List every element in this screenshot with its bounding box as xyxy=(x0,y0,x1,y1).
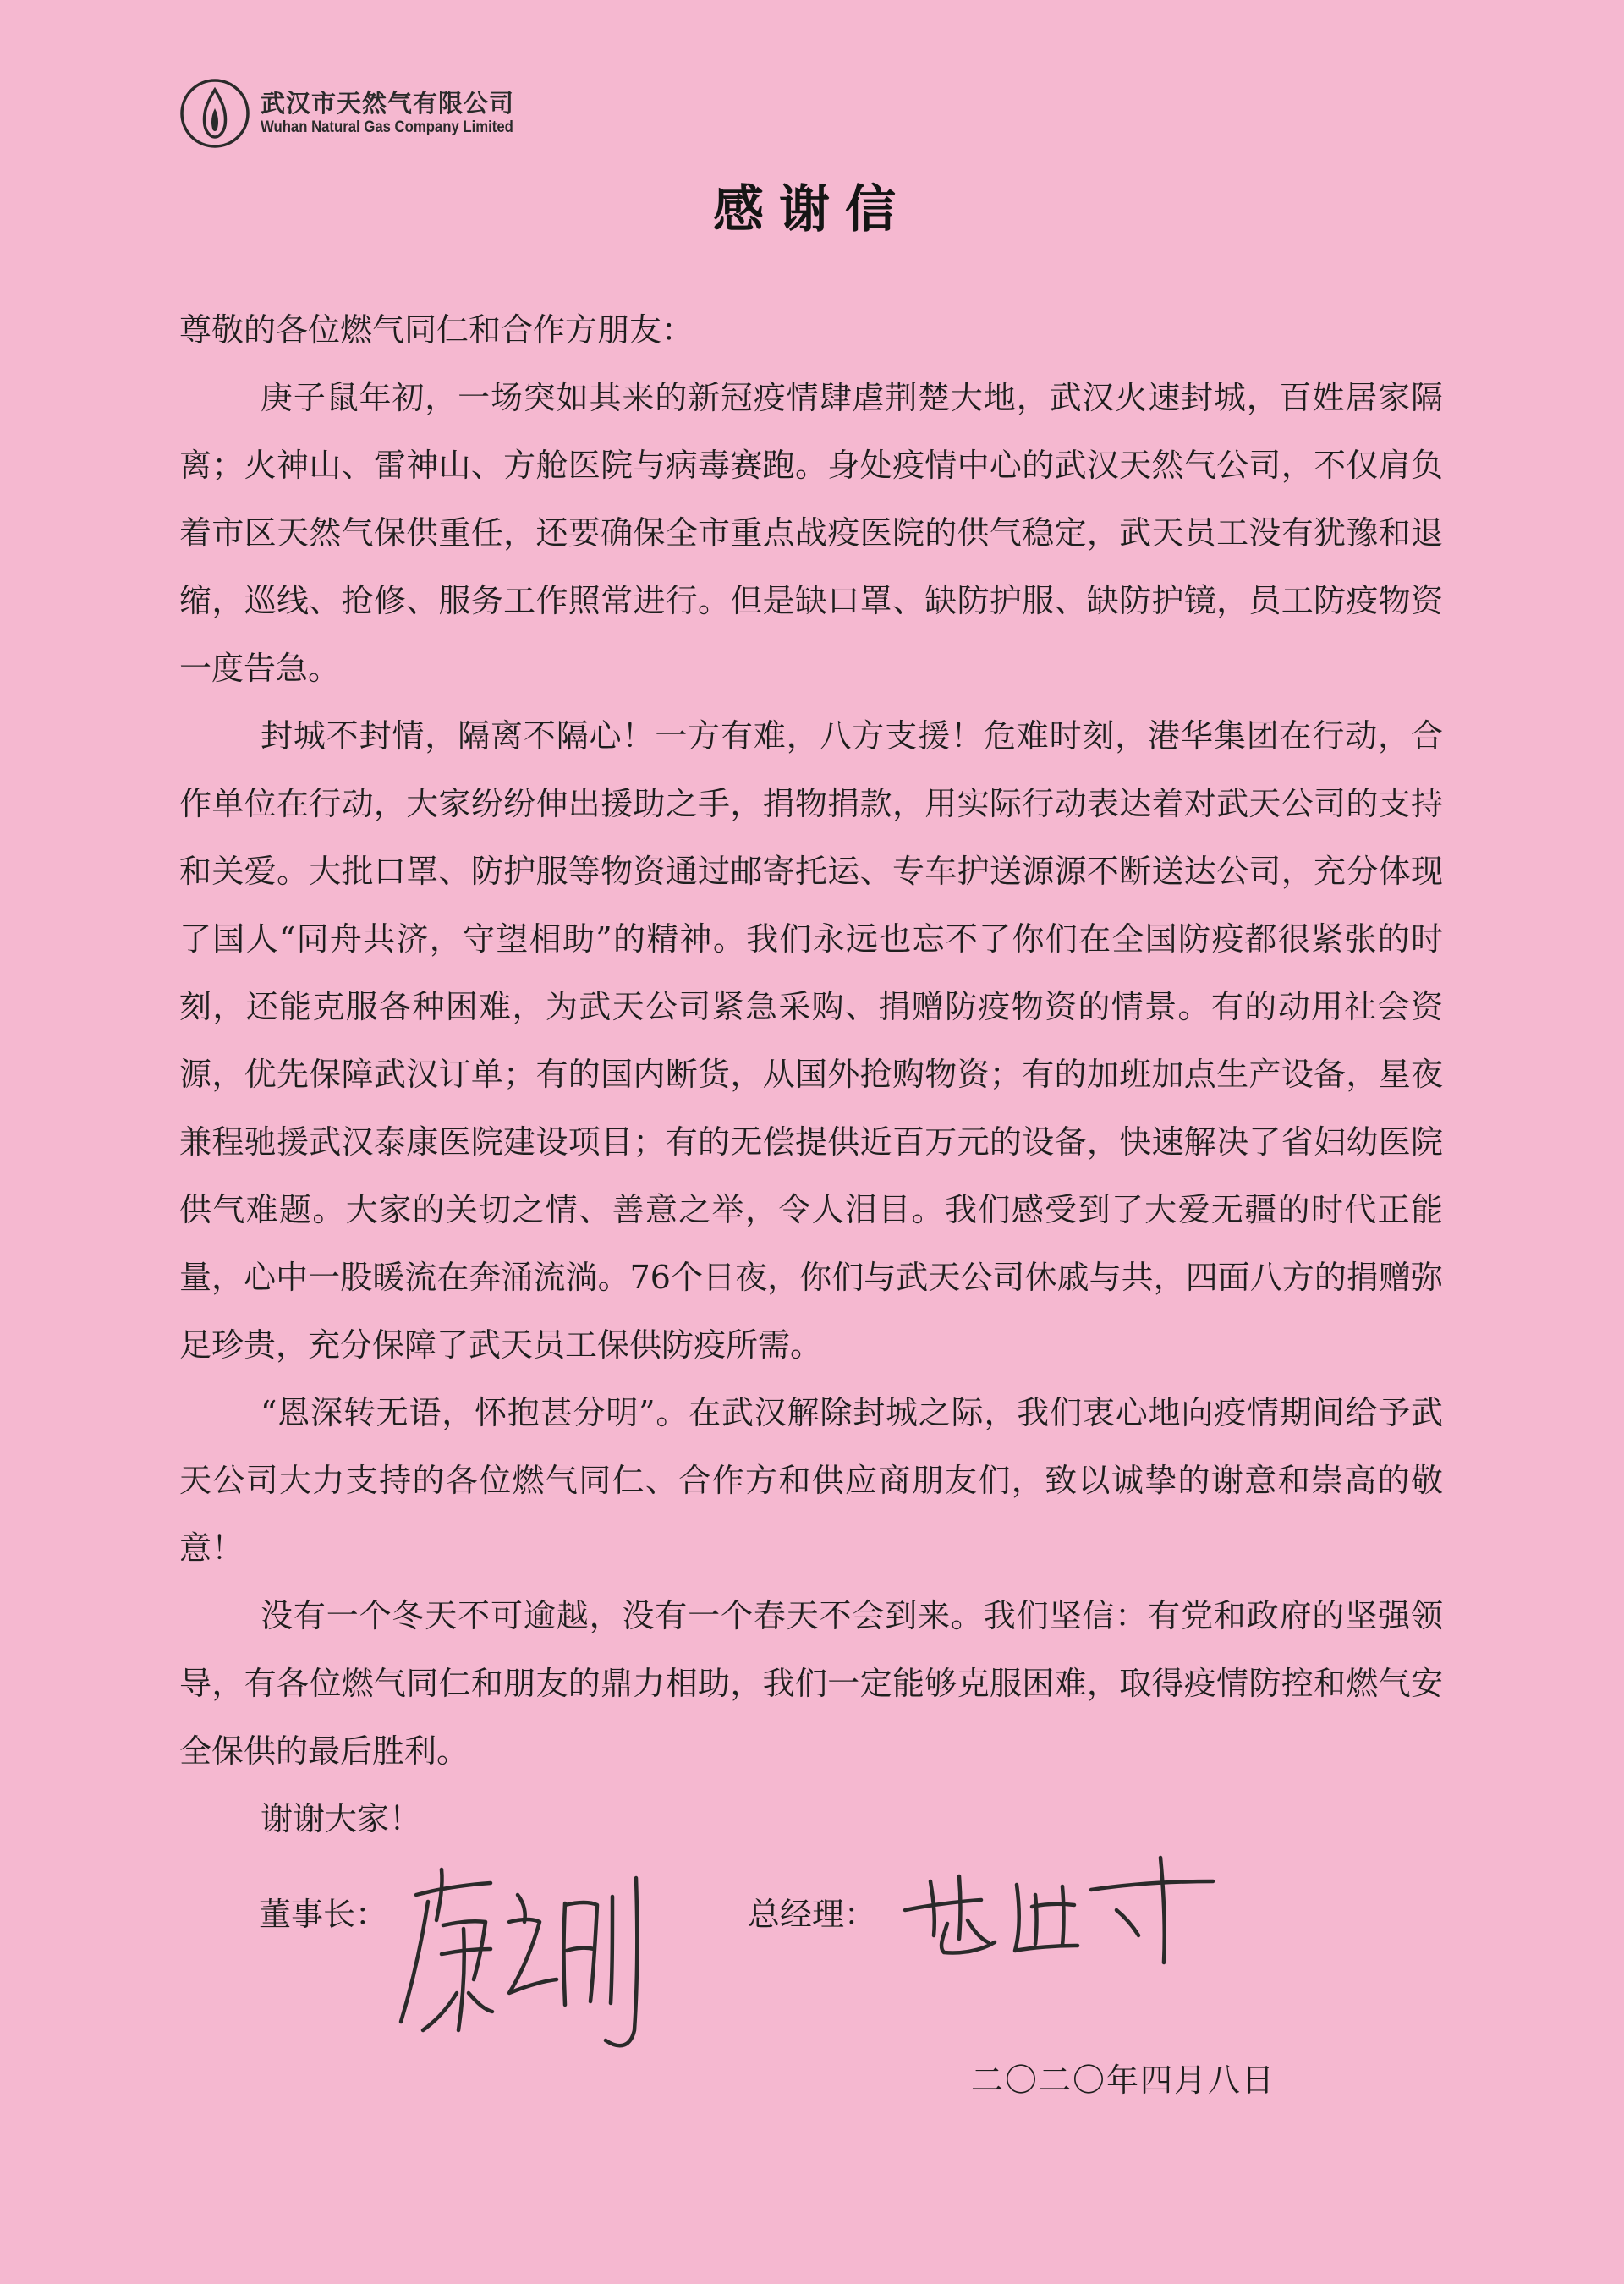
letter-date: 二〇二〇年四月八日 xyxy=(971,2062,1276,2099)
letter-paragraph-1: 庚子鼠年初，一场突如其来的新冠疫情肆虐荆楚大地，武汉火速封城，百姓居家隔离；火神山、雷神山、方舱医院与病毒赛跑。身处疫情中心的武汉天然气公司，不仅肩负着市区天然气保供重任，还要确保全市重点战疫医院的供气稳定，武天员工没有犹豫和退缩，巡线、抢修、服务工作照常进行。但是缺口罩、缺防护服、缺防护镜，员工防疫物资一度告急。 xyxy=(179,379,1443,687)
company-name-en: Wuhan Natural Gas Company Limited xyxy=(261,118,513,136)
chairman-signature-icon xyxy=(391,1844,670,2064)
general-manager-label: 总经理： xyxy=(748,1896,877,1933)
letter-paragraph-4: 没有一个冬天不可逾越，没有一个春天不会到来。我们坚信：有党和政府的坚强领导，有各位燃气同仁和朋友的鼎力相助，我们一定能够克服困难，取得疫情防控和燃气安全保供的最后胜利。 xyxy=(179,1597,1443,1770)
letter-title: 感谢信 xyxy=(713,180,911,239)
letter-paragraph-2: 封城不封情，隔离不隔心！一方有难，八方支援！危难时刻，港华集团在行动，合作单位在行动，大家纷纷伸出援助之手，捐物捐款，用实际行动表达着对武天公司的支持和关爱。大批口罩、防护服等物资通过邮寄托运、专车护送源源不断送达公司，充分体现了国人“同舟共济，守望相助”的精神。我们永远也忘不了你们在全国防疫都很紧张的时刻，还能克服各种困难，为武天公司紧急采购、捐赠防疫物资的情景。有的动用社会资源，优先保障武汉订单；有的国内断货，从国外抢购物资；有的加班加点生产设备，星夜兼程驰援武汉泰康医院建设项目；有的无偿提供近百万元的设备，快速解决了省妇幼医院供气难题。大家的关切之情、善意之举，令人泪目。我们感受到了大爱无疆的时代正能量，心中一股暖流在奔涌流淌。76个日夜，你们与武天公司休戚与共，四面八方的捐赠弥足珍贵，充分保障了武天员工保供防疫所需。 xyxy=(179,717,1443,1364)
general-manager-signature-icon xyxy=(897,1851,1235,1969)
letter-paragraph-3: “恩深转无语，怀抱甚分明”。在武汉解除封城之际，我们衷心地向疫情期间给予武天公司大力支持的各位燃气同仁、合作方和供应商朋友们，致以诚挚的谢意和崇高的敬意！ xyxy=(179,1394,1443,1567)
chairman-label: 董事长： xyxy=(259,1896,388,1933)
company-logo xyxy=(179,78,551,149)
letter-body xyxy=(179,296,1443,1853)
letter-greeting: 尊敬的各位燃气同仁和合作方朋友： xyxy=(179,311,694,349)
company-name-cn: 武汉市天然气有限公司 xyxy=(261,89,515,118)
flame-in-circle-logo-icon xyxy=(179,78,250,149)
letter-closing: 谢谢大家！ xyxy=(261,1800,422,1837)
